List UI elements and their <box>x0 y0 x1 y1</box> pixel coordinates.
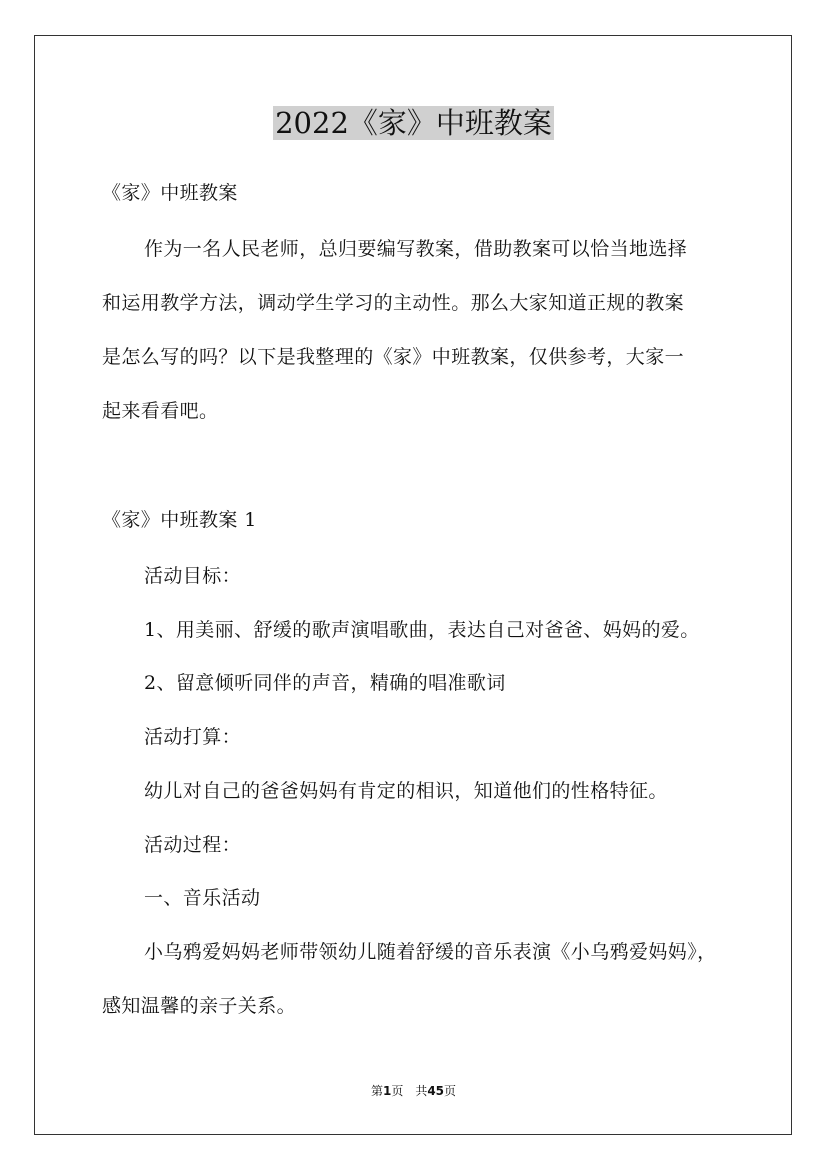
paragraph-line: 活动目标： <box>144 565 242 587</box>
page-current: 1 <box>382 1084 392 1098</box>
page-label-mid: 页 共 <box>391 1084 428 1098</box>
paragraph-line: 和运用教学方法，调动学生学习的主动性。那么大家知道正规的教案 <box>102 292 685 314</box>
paragraph-line: 作为一名人民老师，总归要编写教案，借助教案可以恰当地选择 <box>144 238 688 260</box>
paragraph-line: 起来看看吧。 <box>102 400 219 422</box>
document-title <box>0 103 827 143</box>
paragraph-line: 幼儿对自己的爸爸妈妈有肯定的相识，知道他们的性格特征。 <box>144 780 668 802</box>
paragraph-line: 小乌鸦爱妈妈老师带领幼儿随着舒缓的音乐表演《小乌鸦爱妈妈》， <box>144 941 717 963</box>
section-heading: 《家》中班教案 1 <box>102 509 257 531</box>
paragraph-line: 2、留意倾听同伴的声音，精确的唱准歌词 <box>144 672 506 694</box>
page-label-prefix: 第 <box>370 1084 383 1098</box>
paragraph-line: 一、音乐活动 <box>144 887 261 909</box>
paragraph-line: 是怎么写的吗？以下是我整理的《家》中班教案，仅供参考，大家一 <box>102 346 685 368</box>
page-total: 45 <box>427 1084 445 1098</box>
page-label-suffix: 页 <box>444 1084 457 1098</box>
document-title-text: 2022《家》中班教案 <box>275 106 552 140</box>
section-heading: 《家》中班教案 <box>102 182 238 204</box>
paragraph-line: 活动过程： <box>144 834 242 856</box>
paragraph-line: 1、用美丽、舒缓的歌声演唱歌曲，表达自己对爸爸、妈妈的爱。 <box>144 619 700 641</box>
paragraph-line: 活动打算： <box>144 726 242 748</box>
paragraph-line: 感知温馨的亲子关系。 <box>102 995 297 1017</box>
page-footer <box>0 1083 827 1099</box>
